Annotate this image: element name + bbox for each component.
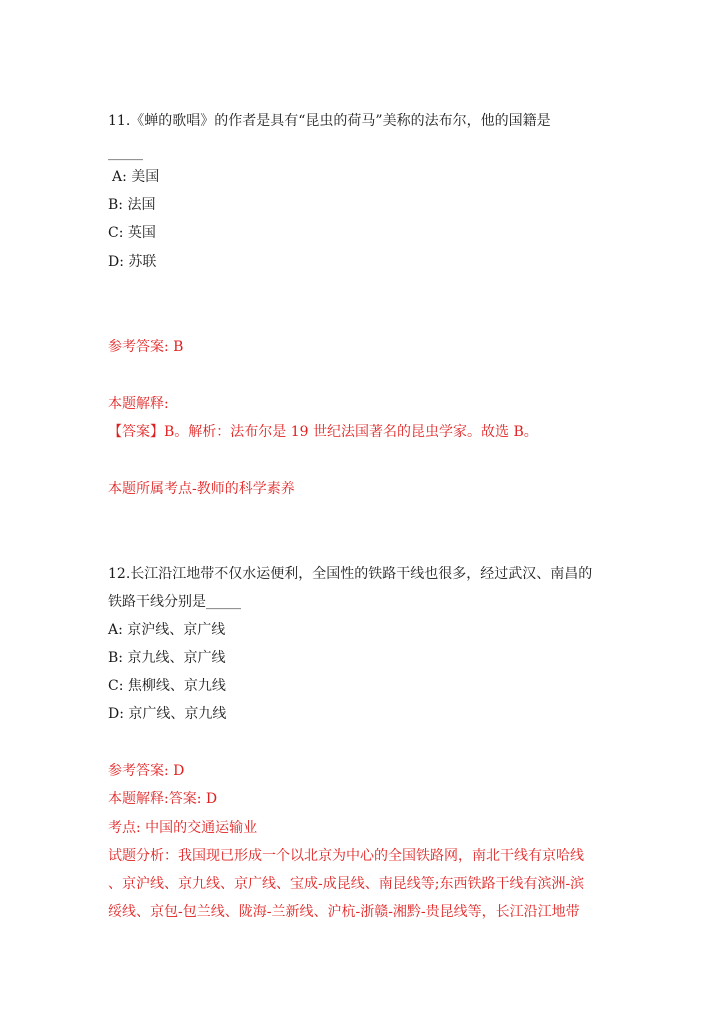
q12-option-d: D: 京广线、京九线 bbox=[108, 706, 227, 722]
q11-option-d: D: 苏联 bbox=[108, 254, 157, 270]
q11-option-b: B: 法国 bbox=[108, 197, 156, 213]
question-12-stem-line-2: 铁路干线分别是_____ bbox=[108, 594, 241, 610]
q11-explain-text: 【答案】B。解析：法布尔是 19 世纪法国著名的昆虫学家。故选 B。 bbox=[108, 424, 538, 440]
question-11-stem: 11.《蝉的歌唱》的作者是具有“昆虫的荷马”美称的法布尔，他的国籍是 bbox=[108, 113, 551, 129]
q12-analysis-line-3: 绥线、京包-包兰线、陇海-兰新线、沪杭-浙赣-湘黔-贵昆线等，长江沿江地带 bbox=[108, 904, 580, 920]
q12-point: 考点: 中国的交通运输业 bbox=[108, 820, 258, 836]
q12-explain: 本题解释:答案: D bbox=[108, 791, 218, 807]
q11-option-a: A: 美国 bbox=[112, 169, 160, 185]
q12-analysis-line-2: 、京沪线、京九线、京广线、宝成-成昆线、南昆线等;东西铁路干线有滨洲-滨 bbox=[108, 876, 585, 892]
q11-topic: 本题所属考点-教师的科学素养 bbox=[108, 481, 295, 497]
q11-explain-label: 本题解释: bbox=[108, 396, 169, 412]
question-11-blank: _____ bbox=[108, 145, 143, 161]
q12-analysis-line-1: 试题分析：我国现已形成一个以北京为中心的全国铁路网，南北干线有京哈线 bbox=[108, 848, 584, 864]
q11-option-c: C: 英国 bbox=[108, 225, 156, 241]
q12-option-a: A: 京沪线、京广线 bbox=[108, 622, 226, 638]
q12-option-c: C: 焦柳线、京九线 bbox=[108, 678, 226, 694]
q12-answer: 参考答案: D bbox=[108, 763, 185, 779]
q12-option-b: B: 京九线、京广线 bbox=[108, 650, 226, 666]
question-12-stem-line-1: 12.长江沿江地带不仅水运便利，全国性的铁路干线也很多，经过武汉、南昌的 bbox=[108, 566, 593, 582]
q11-answer: 参考答案: B bbox=[108, 339, 184, 355]
